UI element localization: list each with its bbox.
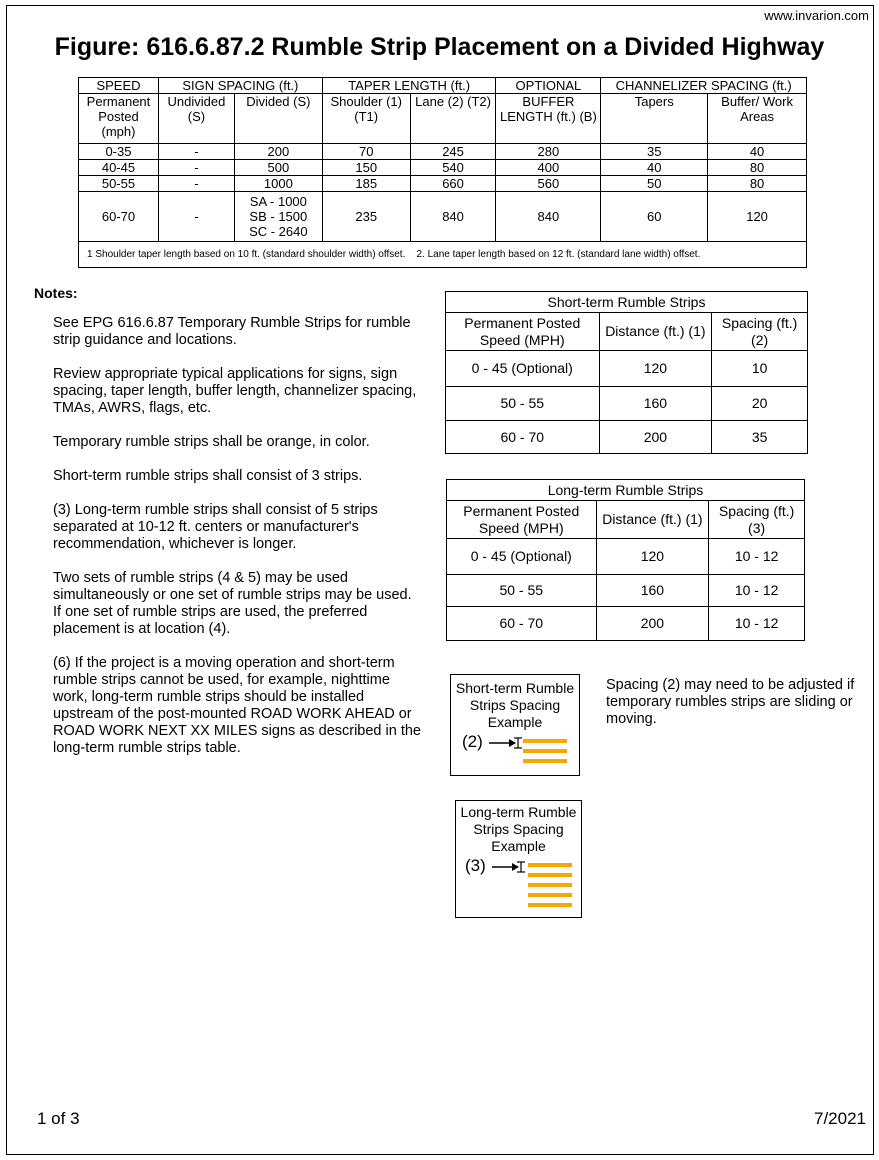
table-row <box>446 351 808 387</box>
cell: 20 <box>712 387 808 421</box>
cell: - <box>158 192 234 242</box>
header-speed: SPEED <box>79 78 159 94</box>
cell: 840 <box>410 192 496 242</box>
cell: 50-55 <box>79 176 159 192</box>
short-table-title: Short-term Rumble Strips <box>446 292 808 313</box>
cell: 70 <box>322 144 410 160</box>
cell: 185 <box>322 176 410 192</box>
cell: 50 - 55 <box>446 387 600 421</box>
cell: 200 <box>599 421 712 454</box>
cell: 40 <box>708 144 807 160</box>
note-item: Short-term rumble strips shall consist of 3 strips. <box>53 468 363 484</box>
cell: - <box>158 144 234 160</box>
rumble-strip <box>523 759 567 763</box>
cell: 60 <box>601 192 708 242</box>
spacing-marker: (2) <box>462 732 483 751</box>
spacing-marker: (3) <box>465 856 486 875</box>
table-footnote: 1 Shoulder taper length based on 10 ft. (standard shoulder width) offset. 2. Lane taper length based on 12 ft. (standard lane width) offset. <box>79 242 807 268</box>
note-item: Review appropriate typical applications for signs, sign spacing, taper length, buffer length, channelizer spacing, TMAs, AWRS, flags, etc. <box>53 366 417 416</box>
cell: 560 <box>496 176 601 192</box>
cell: 120 <box>708 192 807 242</box>
cell: 35 <box>712 421 808 454</box>
note-item: Temporary rumble strips shall be orange, in color. <box>53 434 370 450</box>
table-row <box>446 387 808 421</box>
cell: 120 <box>599 351 712 387</box>
cell-divided-multi <box>234 192 322 242</box>
divided-sa: SA - 1000 <box>249 194 307 209</box>
header-cell: Spacing (ft.) (2) <box>712 313 808 351</box>
header-cell: Distance (ft.) (1) <box>599 313 712 351</box>
cell: 280 <box>496 144 601 160</box>
rumble-strip <box>528 863 572 867</box>
note-item: (3) Long-term rumble strips shall consist of 5 strips separated at 10-12 ft. centers or manufacturer's recommendation, whichever is longer. <box>53 502 378 552</box>
website-url[interactable]: www.invarion.com <box>764 8 869 23</box>
cell: 60-70 <box>79 192 159 242</box>
revision-date: 7/2021 <box>814 1109 866 1128</box>
header-cell: Spacing (ft.) (3) <box>709 501 805 539</box>
cell: 160 <box>599 387 712 421</box>
long-term-spacing-example <box>455 800 582 918</box>
cell: 60 - 70 <box>447 607 597 641</box>
cell: 10 - 12 <box>709 575 805 607</box>
cell: 660 <box>410 176 496 192</box>
subheader-shoulder: Shoulder (1) (T1) <box>322 94 410 144</box>
cell: 80 <box>708 160 807 176</box>
cell: - <box>158 176 234 192</box>
short-term-table <box>445 291 808 454</box>
cell: 40 <box>601 160 708 176</box>
note-item: Two sets of rumble strips (4 & 5) may be used simultaneously or one set of rumble strips may be used. If one set of rumble strips are used, the preferred placement is at location (4). <box>53 570 412 637</box>
rumble-strip <box>528 873 572 877</box>
header-channelizer-spacing: CHANNELIZER SPACING (ft.) <box>601 78 807 94</box>
notes-list <box>53 315 423 774</box>
cell: 80 <box>708 176 807 192</box>
cell: 0-35 <box>79 144 159 160</box>
subheader-undivided: Undivided (S) <box>158 94 234 144</box>
divided-sb: SB - 1500 <box>249 209 308 224</box>
header-optional: OPTIONAL <box>496 78 601 94</box>
header-taper-length: TAPER LENGTH (ft.) <box>322 78 496 94</box>
cell: 400 <box>496 160 601 176</box>
note-item: See EPG 616.6.87 Temporary Rumble Strips for rumble strip guidance and locations. <box>53 315 411 348</box>
table-row <box>447 607 805 641</box>
table-row <box>446 421 808 454</box>
header-cell: Permanent Posted Speed (MPH) <box>446 313 600 351</box>
rumble-strip <box>523 749 567 753</box>
table-row <box>79 160 807 176</box>
cell: 150 <box>322 160 410 176</box>
short-strip-diagram <box>451 731 579 771</box>
sub-header-row <box>79 94 807 144</box>
cell: 35 <box>601 144 708 160</box>
subheader-tapers: Tapers <box>601 94 708 144</box>
table-row <box>79 192 807 242</box>
long-table-title: Long-term Rumble Strips <box>447 480 805 501</box>
table-row <box>79 176 807 192</box>
note-item: (6) If the project is a moving operation and short-term rumble strips cannot be used, for example, nighttime work, long-term rumble strips should be installed upstream of the post-mounted ROAD WORK AHEAD or ROAD WORK NEXT XX MILES signs as described in the long-term rumble strips table. <box>53 655 422 756</box>
subheader-divided: Divided (S) <box>234 94 322 144</box>
header-sign-spacing: SIGN SPACING (ft.) <box>158 78 322 94</box>
rumble-strip <box>528 883 572 887</box>
long-strip-diagram <box>456 855 581 913</box>
cell: 500 <box>234 160 322 176</box>
page-number: 1 of 3 <box>37 1109 80 1128</box>
subheader-permanent-posted: Permanent Posted (mph) <box>79 94 159 144</box>
cell: 120 <box>596 539 709 575</box>
subheader-buffer-work-areas: Buffer/ Work Areas <box>708 94 807 144</box>
cell: 245 <box>410 144 496 160</box>
cell: - <box>158 160 234 176</box>
spacing-note: Spacing (2) may need to be adjusted if temporary rumbles strips are sliding or moving. <box>606 677 855 727</box>
spacing-table <box>78 77 807 268</box>
cell: 840 <box>496 192 601 242</box>
table-row <box>79 144 807 160</box>
short-term-spacing-example <box>450 674 580 776</box>
notes-heading: Notes: <box>34 285 78 301</box>
cell: 10 - 12 <box>709 607 805 641</box>
rumble-strip <box>528 893 572 897</box>
table-row <box>447 539 805 575</box>
long-example-label: Long-term Rumble Strips Spacing Example <box>460 804 577 854</box>
header-cell: Distance (ft.) (1) <box>596 501 709 539</box>
subheader-lane: Lane (2) (T2) <box>410 94 496 144</box>
rumble-strip <box>523 739 567 743</box>
cell: 540 <box>410 160 496 176</box>
divided-sc: SC - 2640 <box>249 224 308 239</box>
arrow-icon <box>492 858 526 880</box>
cell: 50 - 55 <box>447 575 597 607</box>
cell: 200 <box>596 607 709 641</box>
cell: 0 - 45 (Optional) <box>446 351 600 387</box>
cell: 60 - 70 <box>446 421 600 454</box>
cell: 235 <box>322 192 410 242</box>
page-title: Figure: 616.6.87.2 Rumble Strip Placement on a Divided Highway <box>54 33 825 61</box>
rumble-strip <box>528 903 572 907</box>
cell: 1000 <box>234 176 322 192</box>
cell: 160 <box>596 575 709 607</box>
header-cell: Permanent Posted Speed (MPH) <box>447 501 597 539</box>
cell: 0 - 45 (Optional) <box>447 539 597 575</box>
footnote-row <box>79 242 807 268</box>
arrow-icon <box>489 734 523 756</box>
cell: 10 - 12 <box>709 539 805 575</box>
cell: 200 <box>234 144 322 160</box>
subheader-buffer-length: BUFFER LENGTH (ft.) (B) <box>496 94 601 144</box>
long-term-table <box>446 479 805 641</box>
cell: 50 <box>601 176 708 192</box>
cell: 40-45 <box>79 160 159 176</box>
short-example-label: Short-term Rumble Strips Spacing Example <box>455 680 575 730</box>
cell: 10 <box>712 351 808 387</box>
table-row <box>447 575 805 607</box>
group-header-row <box>79 78 807 94</box>
